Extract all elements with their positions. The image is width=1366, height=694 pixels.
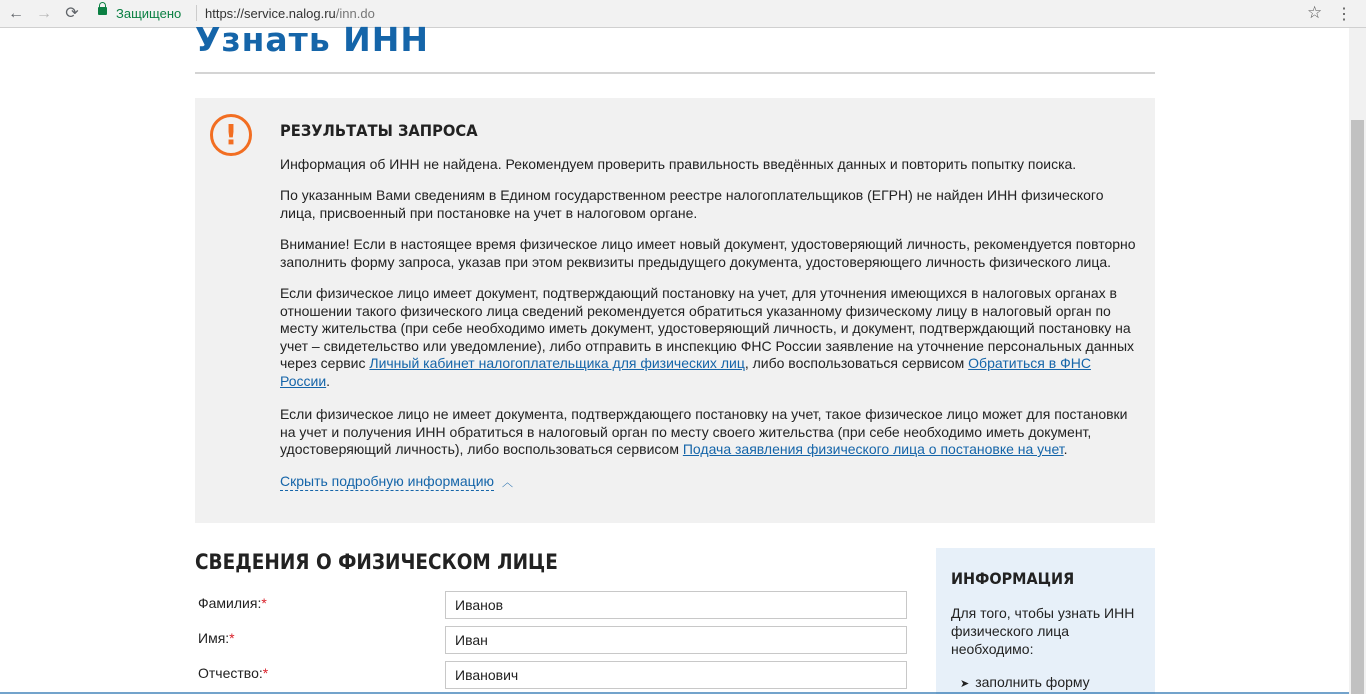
section-title: СВЕДЕНИЯ О ФИЗИЧЕСКОМ ЛИЦЕ xyxy=(195,550,558,574)
info-list-item xyxy=(960,674,1090,690)
bookmark-star-icon[interactable]: ☆ xyxy=(1307,3,1323,22)
url-divider xyxy=(196,5,197,21)
title-divider xyxy=(195,72,1155,74)
surname-label xyxy=(198,595,267,611)
info-item-text: заполнить форму xyxy=(975,674,1090,690)
result-document-note xyxy=(280,285,1140,390)
taxpayer-cabinet-link[interactable]: Личный кабинет налогоплательщика для физических лиц xyxy=(369,355,745,371)
p5-end: . xyxy=(1063,441,1068,457)
result-egrn-note: По указанным Вами сведениям в Едином государственном реестре налогоплательщиков (ЕГРН) не найден ИНН физического лица, присвоенный при постановке на учет в налоговом органе. xyxy=(280,187,1104,221)
address-bar[interactable] xyxy=(205,6,375,21)
result-title: РЕЗУЛЬТАТЫ ЗАПРОСА xyxy=(280,121,478,140)
p5-text: Если физическое лицо не имеет документа, подтверждающего постановку на учет, такое физическое лицо может для постановки на учет и получения ИНН обратиться в налоговый орган по месту своего жительства (при себе необходимо иметь документ, удостоверяющий личность), либо воспользоваться сервисом xyxy=(280,406,1128,457)
p4-text: Если физическое лицо имеет документ, подтверждающий постановку на учет, для уточнения имеющихся в налоговых органах в отношении такого физического лица сведений рекомендуется обратиться указанному физическому лицу в налоговый орган по месту жительства (при себе необходимо иметь документ, удостоверяющий личность, и документ, подтверждающий постановку на учет – свидетельство или уведомление), либо отправить в инспекцию ФНС России заявление на уточнение персональных данных через сервис xyxy=(280,285,1134,371)
hide-details-link[interactable]: Скрыть подробную информацию xyxy=(280,473,495,489)
required-mark: * xyxy=(261,595,267,611)
back-arrow-icon[interactable]: ← xyxy=(8,5,24,22)
url-path: /inn.do xyxy=(335,6,375,21)
warning-icon: ! xyxy=(210,114,252,156)
result-message: Информация об ИНН не найдена. Рекомендуем проверить правильность введённых данных и повторить попытку поиска. xyxy=(280,156,1077,172)
result-attention-note: Внимание! Если в настоящее время физическое лицо имеет новый документ, удостоверяющий личность, рекомендуется повторно заполнить форму запроса, указав при этом реквизиты предыдущего документа, удостоверяющего личность физического лица. xyxy=(280,236,1136,270)
forward-arrow-icon[interactable]: → xyxy=(36,5,52,22)
required-mark: * xyxy=(229,630,235,646)
patronymic-label xyxy=(198,665,268,681)
info-title: ИНФОРМАЦИЯ xyxy=(951,569,1075,588)
menu-icon[interactable]: ⋮ xyxy=(1336,6,1352,23)
surname-label-text: Фамилия: xyxy=(198,595,262,611)
chevron-up-icon[interactable]: ︿ xyxy=(502,477,513,489)
patronymic-label-text: Отчество: xyxy=(198,665,263,681)
name-label-text: Имя: xyxy=(198,630,230,646)
result-no-document-note xyxy=(280,406,1140,459)
reload-icon[interactable]: ⟳ xyxy=(65,5,79,22)
page-title: Узнать ИНН xyxy=(195,20,430,59)
required-mark: * xyxy=(262,665,269,681)
arrow-right-icon: ➤ xyxy=(960,678,970,690)
name-input[interactable] xyxy=(445,626,907,654)
name-label xyxy=(198,630,235,646)
registration-application-link[interactable]: Подача заявления физического лица о постановке на учет xyxy=(682,441,1064,457)
p4-mid: , либо воспользоваться сервисом xyxy=(744,355,969,371)
surname-input[interactable] xyxy=(445,591,907,619)
secure-label[interactable]: Защищено xyxy=(116,6,182,21)
scrollbar-thumb[interactable] xyxy=(1351,120,1364,694)
contact-fns-link[interactable]: Обратиться в ФНС России xyxy=(280,355,1091,389)
patronymic-input[interactable] xyxy=(445,661,907,689)
p4-end: . xyxy=(326,372,331,389)
info-text: Для того, чтобы узнать ИНН физического лица необходимо: xyxy=(951,605,1135,657)
url-host: https://service.nalog.ru xyxy=(205,6,336,21)
lock-icon xyxy=(98,7,107,15)
